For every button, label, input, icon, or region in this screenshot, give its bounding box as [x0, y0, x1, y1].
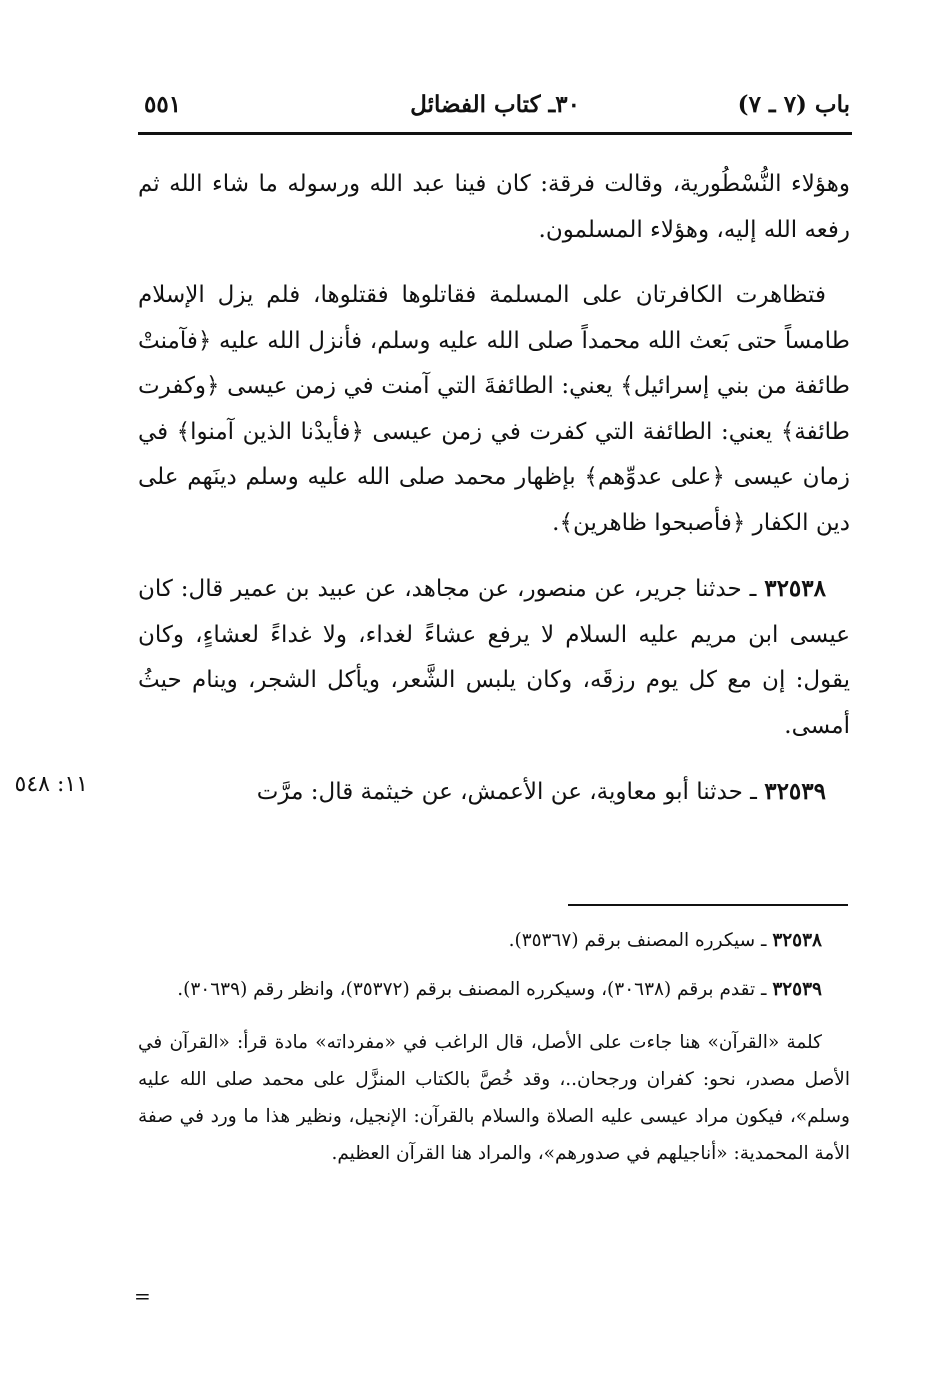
- hadith-32538: [138, 566, 850, 749]
- footnote-number: ٣٢٥٣٩: [772, 979, 822, 1000]
- footnote-text: ـ تقدم برقم (٣٠٦٣٨)، وسيكرره المصنف برقم (٣٥٣٧٢)، وانظر رقم (٣٠٦٣٩).: [177, 979, 773, 1000]
- hadith-text: ـ حدثنا أبو معاوية، عن الأعمش، عن خيثمة قال: مرَّت: [256, 779, 765, 805]
- book-title: ٣٠ـ كتاب الفضائل: [410, 91, 580, 118]
- continuation-mark: =: [134, 1284, 151, 1308]
- footnotes: [138, 922, 850, 1184]
- footnote-32538: [138, 922, 850, 959]
- header-divider: [138, 132, 852, 135]
- paragraph-2: فتظاهرت الكافرتان على المسلمة فقاتلوها فقتلوها، فلم يزل الإسلام طامساً حتى بَعث الله محمداً صلى الله عليه وسلم، فأنزل الله عليه ﴿فآمنتْ طائفة من بني إسرائيل﴾ يعني: الطائفةَ التي آمنت في زمن عيسى ﴿وكفرت طائفة﴾ يعني: الطائفة التي كفرت في زمن عيسى ﴿فأيدْنا الذين آمنوا﴾ في زمان عيسى ﴿على عدوِّهم﴾ بإظهار محمد صلى الله عليه وسلم دينَهم على دين الكفار ﴿فأصبحوا ظاهرين﴾.: [138, 282, 850, 536]
- paragraph-1: وهؤلاء النُّسْطُورية، وقالت فرقة: كان فينا عبد الله ورسوله ما شاء الله ثم رفعه الله إليه، وهؤلاء المسلمون.: [138, 171, 850, 243]
- main-text: [138, 162, 850, 836]
- hadith-number: ٣٢٥٣٨: [764, 575, 826, 602]
- page-number: ٥٥١: [144, 91, 182, 118]
- hadith-number: ٣٢٥٣٩: [764, 778, 826, 805]
- hadith-32539: [138, 769, 850, 816]
- page-header: [138, 88, 850, 132]
- footnote-commentary: كلمة «القرآن» هنا جاءت على الأصل، قال الراغب في «مفرداته» مادة قرأ: «القرآن في الأصل مصدر، نحو: كفران ورجحان..، وقد خُصَّ بالكتاب المنزَّل على محمد صلى الله عليه وسلم»، فيكون مراد عيسى عليه الصلاة والسلام بالقرآن: الإنجيل، ونظير هذا ما ورد في صفة الأمة المحمدية: «أناجيلهم في صدورهم»، والمراد هنا القرآن العظيم.: [138, 1032, 850, 1164]
- chapter-title: باب (٧ ـ ٧): [737, 91, 850, 118]
- footnote-number: ٣٢٥٣٨: [772, 930, 822, 951]
- footnote-divider: [568, 904, 848, 906]
- margin-reference: ١١: ٥٤٨: [14, 772, 88, 797]
- footnote-text: ـ سيكرره المصنف برقم (٣٥٣٦٧).: [508, 930, 773, 951]
- hadith-text: ـ حدثنا جرير، عن منصور، عن مجاهد، عن عبيد بن عمير قال: كان عيسى ابن مريم عليه السلام لا يرفع عشاءً لغداء، ولا غداءً لعشاءٍ، وكان يقول: إن مع كل يوم رزقَه، وكان يلبس الشَّعر، ويأكل الشجر، وينام حيثُ أمسى.: [138, 576, 850, 739]
- footnote-32539: [138, 971, 850, 1008]
